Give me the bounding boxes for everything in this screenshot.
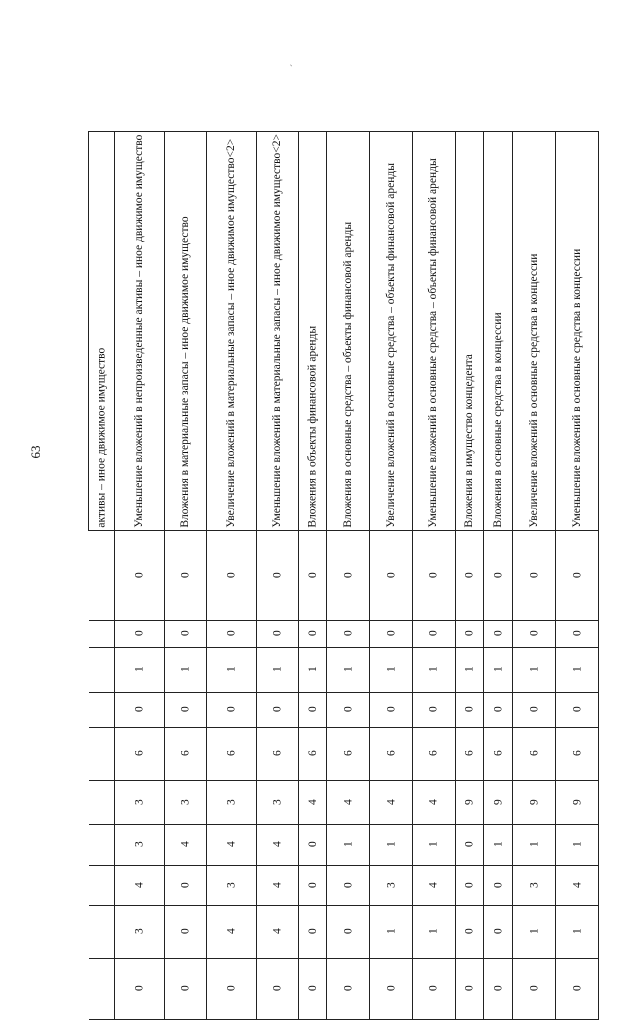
value-cell: 4 bbox=[256, 905, 299, 958]
value-cell: 0 bbox=[207, 530, 256, 620]
row-label: Вложения в основные средства в концессии bbox=[484, 132, 513, 531]
value-cell: 0 bbox=[370, 620, 413, 647]
value-cell: 0 bbox=[327, 905, 370, 958]
value-cell: 0 bbox=[556, 530, 599, 620]
value-cell: 1 bbox=[484, 647, 513, 692]
value-band bbox=[89, 620, 599, 647]
label-band bbox=[89, 132, 599, 531]
value-cell: 0 bbox=[484, 865, 513, 905]
value-cell: 3 bbox=[115, 780, 164, 824]
value-cell: 9 bbox=[455, 780, 484, 824]
value-cell bbox=[89, 620, 115, 647]
value-band bbox=[89, 905, 599, 958]
value-cell: 0 bbox=[299, 865, 327, 905]
value-cell: 0 bbox=[256, 530, 299, 620]
value-cell bbox=[89, 727, 115, 780]
value-cell: 6 bbox=[556, 727, 599, 780]
value-cell bbox=[89, 865, 115, 905]
value-cell: 0 bbox=[455, 905, 484, 958]
value-cell: 1 bbox=[207, 647, 256, 692]
value-cell: 4 bbox=[412, 780, 455, 824]
row-label: Вложения в объекты финансовой аренды bbox=[299, 132, 327, 531]
value-cell: 0 bbox=[164, 905, 207, 958]
value-band bbox=[89, 865, 599, 905]
value-cell: 0 bbox=[370, 530, 413, 620]
value-cell: 0 bbox=[556, 692, 599, 727]
accounts-table bbox=[88, 131, 599, 1020]
value-cell: 1 bbox=[455, 647, 484, 692]
scan-mark: ˊ bbox=[290, 63, 302, 68]
value-cell: 4 bbox=[115, 865, 164, 905]
value-cell: 6 bbox=[484, 727, 513, 780]
value-cell: 0 bbox=[327, 620, 370, 647]
value-cell: 6 bbox=[455, 727, 484, 780]
value-cell: 1 bbox=[556, 647, 599, 692]
value-cell: 4 bbox=[370, 780, 413, 824]
value-cell bbox=[89, 647, 115, 692]
value-band bbox=[89, 530, 599, 620]
value-cell: 0 bbox=[412, 620, 455, 647]
value-cell: 1 bbox=[484, 824, 513, 865]
value-cell: 0 bbox=[484, 530, 513, 620]
value-cell: 0 bbox=[412, 958, 455, 1019]
value-cell: 1 bbox=[256, 647, 299, 692]
row-label: активы – иное движимое имущество bbox=[89, 132, 115, 531]
value-cell: 3 bbox=[256, 780, 299, 824]
value-cell: 0 bbox=[164, 620, 207, 647]
value-cell: 0 bbox=[513, 530, 556, 620]
value-cell: 1 bbox=[370, 824, 413, 865]
value-cell: 0 bbox=[327, 958, 370, 1019]
value-band bbox=[89, 780, 599, 824]
value-cell bbox=[89, 958, 115, 1019]
value-cell: 0 bbox=[455, 620, 484, 647]
row-label: Уменьшение вложений в основные средства – объекты финансовой аренды bbox=[412, 132, 455, 531]
value-cell: 0 bbox=[299, 905, 327, 958]
value-cell: 0 bbox=[164, 692, 207, 727]
value-cell: 1 bbox=[556, 905, 599, 958]
value-cell: 1 bbox=[412, 824, 455, 865]
value-cell bbox=[89, 824, 115, 865]
value-cell: 6 bbox=[513, 727, 556, 780]
value-cell bbox=[89, 692, 115, 727]
row-label: Вложения в материальные запасы – иное движимое имущество bbox=[164, 132, 207, 531]
value-cell: 0 bbox=[207, 692, 256, 727]
value-cell: 0 bbox=[164, 958, 207, 1019]
value-band bbox=[89, 958, 599, 1019]
value-cell: 0 bbox=[513, 692, 556, 727]
value-cell: 0 bbox=[327, 865, 370, 905]
value-cell: 4 bbox=[207, 824, 256, 865]
value-cell: 0 bbox=[115, 692, 164, 727]
value-cell: 0 bbox=[299, 692, 327, 727]
row-label: Увеличение вложений в основные средства – объекты финансовой аренды bbox=[370, 132, 413, 531]
value-cell: 0 bbox=[299, 620, 327, 647]
value-cell: 0 bbox=[513, 958, 556, 1019]
value-cell: 4 bbox=[299, 780, 327, 824]
value-band bbox=[89, 727, 599, 780]
value-cell: 0 bbox=[256, 692, 299, 727]
value-band bbox=[89, 692, 599, 727]
value-cell: 1 bbox=[299, 647, 327, 692]
value-cell: 1 bbox=[556, 824, 599, 865]
value-cell bbox=[89, 905, 115, 958]
value-cell: 4 bbox=[412, 865, 455, 905]
value-cell: 3 bbox=[513, 865, 556, 905]
value-cell: 1 bbox=[513, 824, 556, 865]
value-cell: 6 bbox=[256, 727, 299, 780]
value-cell: 1 bbox=[513, 647, 556, 692]
value-cell: 6 bbox=[207, 727, 256, 780]
value-cell: 0 bbox=[556, 958, 599, 1019]
value-cell: 4 bbox=[256, 865, 299, 905]
row-label: Уменьшение вложений в непроизведенные активы – иное движимое имущество bbox=[115, 132, 164, 531]
value-cell: 1 bbox=[327, 824, 370, 865]
value-cell: 1 bbox=[370, 647, 413, 692]
value-cell: 0 bbox=[455, 958, 484, 1019]
value-cell: 0 bbox=[256, 958, 299, 1019]
value-band bbox=[89, 824, 599, 865]
value-cell: 0 bbox=[256, 620, 299, 647]
value-cell bbox=[89, 780, 115, 824]
value-cell: 4 bbox=[207, 905, 256, 958]
value-cell: 6 bbox=[299, 727, 327, 780]
value-cell: 6 bbox=[327, 727, 370, 780]
value-cell: 4 bbox=[256, 824, 299, 865]
value-cell: 0 bbox=[299, 530, 327, 620]
value-cell: 0 bbox=[484, 692, 513, 727]
value-cell: 1 bbox=[370, 905, 413, 958]
value-cell: 0 bbox=[327, 692, 370, 727]
value-cell: 6 bbox=[370, 727, 413, 780]
row-label: Вложения в имущество концедента bbox=[455, 132, 484, 531]
value-cell: 0 bbox=[484, 905, 513, 958]
value-cell: 0 bbox=[370, 692, 413, 727]
row-label: Увеличение вложений в основные средства в концессии bbox=[513, 132, 556, 531]
value-cell: 0 bbox=[455, 865, 484, 905]
page-number: 63 bbox=[28, 445, 43, 459]
value-cell: 6 bbox=[412, 727, 455, 780]
value-cell: 0 bbox=[412, 692, 455, 727]
value-cell: 4 bbox=[327, 780, 370, 824]
value-cell: 0 bbox=[484, 958, 513, 1019]
value-cell: 0 bbox=[164, 865, 207, 905]
value-cell: 0 bbox=[455, 692, 484, 727]
value-cell: 1 bbox=[412, 647, 455, 692]
value-cell: 0 bbox=[556, 620, 599, 647]
value-cell: 1 bbox=[164, 647, 207, 692]
value-cell: 9 bbox=[484, 780, 513, 824]
value-cell: 0 bbox=[370, 958, 413, 1019]
value-cell: 6 bbox=[115, 727, 164, 780]
value-cell bbox=[89, 530, 115, 620]
row-label: Уменьшение вложений в основные средства в концессии bbox=[556, 132, 599, 531]
value-cell: 1 bbox=[412, 905, 455, 958]
row-label: Вложения в основные средства – объекты финансовой аренды bbox=[327, 132, 370, 531]
value-cell: 0 bbox=[455, 824, 484, 865]
value-cell: 9 bbox=[513, 780, 556, 824]
value-cell: 3 bbox=[207, 865, 256, 905]
value-cell: 0 bbox=[455, 530, 484, 620]
value-cell: 6 bbox=[164, 727, 207, 780]
value-cell: 0 bbox=[115, 530, 164, 620]
value-cell: 0 bbox=[207, 958, 256, 1019]
value-cell: 0 bbox=[327, 530, 370, 620]
value-cell: 3 bbox=[115, 824, 164, 865]
value-cell: 9 bbox=[556, 780, 599, 824]
value-cell: 0 bbox=[513, 620, 556, 647]
value-cell: 0 bbox=[115, 958, 164, 1019]
value-cell: 0 bbox=[207, 620, 256, 647]
value-cell: 3 bbox=[164, 780, 207, 824]
row-label: Увеличение вложений в материальные запасы – иное движимое имущество<2> bbox=[207, 132, 256, 531]
value-band bbox=[89, 647, 599, 692]
value-cell: 0 bbox=[484, 620, 513, 647]
value-cell: 0 bbox=[115, 620, 164, 647]
value-cell: 1 bbox=[327, 647, 370, 692]
value-cell: 3 bbox=[115, 905, 164, 958]
value-cell: 0 bbox=[412, 530, 455, 620]
value-cell: 0 bbox=[299, 824, 327, 865]
value-cell: 3 bbox=[207, 780, 256, 824]
value-cell: 0 bbox=[299, 958, 327, 1019]
value-cell: 1 bbox=[115, 647, 164, 692]
value-cell: 0 bbox=[164, 530, 207, 620]
value-cell: 4 bbox=[164, 824, 207, 865]
value-cell: 4 bbox=[556, 865, 599, 905]
rotated-table-container bbox=[88, 131, 599, 992]
value-cell: 3 bbox=[370, 865, 413, 905]
value-cell: 1 bbox=[513, 905, 556, 958]
row-label: Уменьшение вложений в материальные запасы – иное движимое имущество<2> bbox=[256, 132, 299, 531]
